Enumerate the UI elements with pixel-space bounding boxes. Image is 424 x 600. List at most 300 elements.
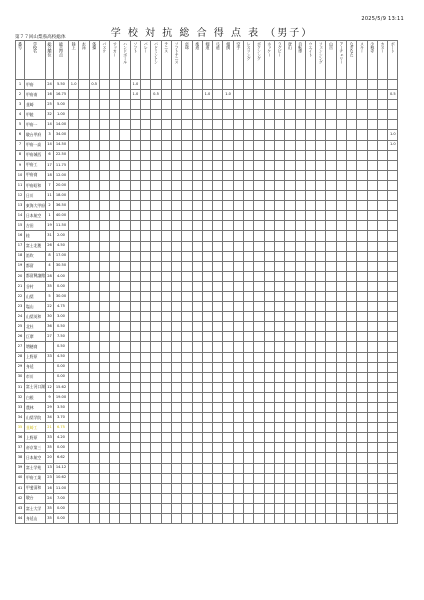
score-cell (223, 251, 233, 261)
score-cell (377, 100, 387, 110)
score-cell (171, 503, 181, 513)
score-cell (110, 322, 120, 332)
score-cell (110, 443, 120, 453)
table-row (16, 514, 398, 524)
row-number: 35 (16, 423, 25, 433)
score-cell (336, 332, 346, 342)
score-cell (79, 483, 89, 493)
score-cell (202, 180, 212, 190)
row-number: 29 (16, 362, 25, 372)
score-cell (192, 342, 202, 352)
score-cell (357, 211, 367, 221)
score-cell (202, 392, 212, 402)
score-cell (254, 443, 264, 453)
table-row (16, 392, 398, 402)
score-cell (305, 211, 315, 221)
score-cell (347, 100, 357, 110)
score-cell (141, 332, 151, 342)
score-cell (141, 211, 151, 221)
score-cell (254, 473, 264, 483)
score-cell (68, 201, 78, 211)
score-cell (336, 281, 346, 291)
score-cell (244, 80, 254, 90)
score-cell (295, 191, 305, 201)
score-cell (295, 100, 305, 110)
school-points: 5.00 (53, 100, 68, 110)
score-cell (244, 413, 254, 423)
score-cell (213, 332, 223, 342)
score-cell (388, 281, 398, 291)
score-cell (347, 453, 357, 463)
score-cell (120, 302, 130, 312)
score-cell (244, 110, 254, 120)
score-cell (68, 291, 78, 301)
header-sport: なぎなた (347, 41, 357, 80)
score-cell (192, 493, 202, 503)
score-cell (141, 281, 151, 291)
school-name: 甲府一高 (25, 140, 46, 150)
score-cell (171, 211, 181, 221)
score-cell (244, 170, 254, 180)
score-cell (79, 100, 89, 110)
header-sport: 体操 (89, 41, 99, 80)
score-cell (141, 140, 151, 150)
score-cell (161, 80, 171, 90)
score-cell (285, 392, 295, 402)
score-cell (213, 291, 223, 301)
score-cell (213, 372, 223, 382)
header-sport: 卓球 (182, 41, 192, 80)
score-cell (68, 302, 78, 312)
school-rank: 32 (45, 110, 53, 120)
score-cell (68, 403, 78, 413)
score-cell (89, 291, 99, 301)
score-cell (120, 90, 130, 100)
score-cell (264, 443, 274, 453)
score-cell (388, 453, 398, 463)
school-rank (45, 362, 53, 372)
table-row (16, 322, 398, 332)
score-cell (110, 312, 120, 322)
score-cell (182, 100, 192, 110)
score-cell (141, 241, 151, 251)
score-cell (213, 443, 223, 453)
score-cell (161, 170, 171, 180)
score-cell (274, 211, 284, 221)
score-cell (347, 120, 357, 130)
score-cell (223, 403, 233, 413)
score-cell (99, 251, 109, 261)
score-cell (295, 433, 305, 443)
school-points: 0.50 (53, 342, 68, 352)
score-cell (274, 433, 284, 443)
score-cell (151, 322, 161, 332)
score-cell (202, 382, 212, 392)
table-row (16, 80, 398, 90)
school-name: 市川 (25, 372, 46, 382)
score-cell (357, 90, 367, 100)
score-cell (89, 342, 99, 352)
score-cell (388, 312, 398, 322)
score-cell (264, 100, 274, 110)
score-cell (161, 332, 171, 342)
score-cell (130, 140, 140, 150)
score-cell (305, 251, 315, 261)
score-cell (326, 251, 336, 261)
score-cell (213, 322, 223, 332)
school-rank: 11 (45, 191, 53, 201)
header-sport: フェンシング (316, 41, 326, 80)
score-cell (99, 170, 109, 180)
table-row (16, 140, 398, 150)
score-cell (336, 372, 346, 382)
score-cell (202, 221, 212, 231)
score-cell (233, 140, 243, 150)
school-name: 富士学苑 (25, 463, 46, 473)
score-cell (336, 423, 346, 433)
score-cell (285, 352, 295, 362)
score-cell (192, 110, 202, 120)
score-cell (347, 382, 357, 392)
score-cell (357, 271, 367, 281)
score-cell (182, 110, 192, 120)
score-cell (336, 261, 346, 271)
score-cell (182, 403, 192, 413)
score-cell (192, 251, 202, 261)
score-cell (141, 261, 151, 271)
score-cell (110, 140, 120, 150)
score-cell (347, 170, 357, 180)
score-cell (347, 271, 357, 281)
score-cell (79, 312, 89, 322)
header-school: 学校名 (25, 41, 46, 80)
score-cell (213, 90, 223, 100)
score-cell (264, 291, 274, 301)
score-cell (130, 302, 140, 312)
score-cell (326, 130, 336, 140)
score-cell (254, 514, 264, 524)
score-cell (130, 433, 140, 443)
score-cell (68, 332, 78, 342)
row-number: 36 (16, 433, 25, 443)
score-cell (161, 231, 171, 241)
row-number: 42 (16, 493, 25, 503)
score-cell: 0.5 (151, 90, 161, 100)
score-cell (305, 423, 315, 433)
score-cell (68, 130, 78, 140)
score-cell (388, 291, 398, 301)
score-cell (326, 281, 336, 291)
score-cell (99, 342, 109, 352)
school-rank: 9 (45, 392, 53, 402)
score-cell (388, 493, 398, 503)
row-number: 44 (16, 514, 25, 524)
school-rank: 33 (45, 433, 53, 443)
school-points: 7.00 (53, 493, 68, 503)
score-cell (130, 180, 140, 190)
score-cell (182, 201, 192, 211)
score-cell (336, 443, 346, 453)
score-cell (295, 382, 305, 392)
score-cell (388, 423, 398, 433)
score-cell (357, 392, 367, 402)
score-cell (357, 493, 367, 503)
score-cell (182, 473, 192, 483)
score-cell (89, 453, 99, 463)
score-cell (99, 302, 109, 312)
score-cell (316, 180, 326, 190)
score-cell (377, 413, 387, 423)
score-cell (295, 423, 305, 433)
score-cell (377, 514, 387, 524)
score-cell (295, 483, 305, 493)
score-cell (357, 443, 367, 453)
score-cell (254, 180, 264, 190)
score-cell (110, 90, 120, 100)
school-name: 桂 (25, 231, 46, 241)
header-sport: ソフトテニス (171, 41, 181, 80)
school-points: 3.00 (53, 312, 68, 322)
score-cell (223, 241, 233, 251)
header-sport: ボート (388, 41, 398, 80)
table-row (16, 90, 398, 100)
score-cell (182, 241, 192, 251)
score-cell (326, 392, 336, 402)
score-cell (79, 170, 89, 180)
score-cell (130, 191, 140, 201)
table-row (16, 362, 398, 372)
score-cell (89, 433, 99, 443)
table-row (16, 170, 398, 180)
header-sport: スキー (357, 41, 367, 80)
score-cell (202, 100, 212, 110)
score-cell (233, 302, 243, 312)
score-cell (274, 503, 284, 513)
score-cell (182, 211, 192, 221)
score-cell (254, 130, 264, 140)
score-cell (89, 332, 99, 342)
score-cell (99, 80, 109, 90)
score-cell (305, 160, 315, 170)
score-cell (295, 362, 305, 372)
score-cell (151, 503, 161, 513)
score-cell (151, 473, 161, 483)
score-cell (202, 130, 212, 140)
score-cell (274, 322, 284, 332)
score-cell (151, 352, 161, 362)
score-cell (367, 473, 377, 483)
score-cell (295, 302, 305, 312)
score-cell (89, 463, 99, 473)
score-cell (388, 392, 398, 402)
school-points: 0.00 (53, 514, 68, 524)
score-cell (68, 382, 78, 392)
score-cell (141, 100, 151, 110)
score-cell (161, 463, 171, 473)
score-cell (213, 110, 223, 120)
score-cell (367, 251, 377, 261)
score-cell (233, 231, 243, 241)
score-cell (120, 473, 130, 483)
score-cell (367, 191, 377, 201)
score-cell (110, 352, 120, 362)
score-cell (130, 160, 140, 170)
score-cell (264, 382, 274, 392)
score-cell (120, 423, 130, 433)
score-cell (192, 170, 202, 180)
score-cell (388, 241, 398, 251)
score-cell (213, 433, 223, 443)
score-cell (182, 514, 192, 524)
score-cell (285, 271, 295, 281)
score-cell (326, 503, 336, 513)
score-cell (192, 241, 202, 251)
score-cell (388, 191, 398, 201)
score-cell (89, 473, 99, 483)
score-cell (367, 150, 377, 160)
score-cell (110, 100, 120, 110)
score-cell (192, 382, 202, 392)
score-cell (274, 413, 284, 423)
score-cell (110, 241, 120, 251)
score-cell (254, 332, 264, 342)
score-cell (367, 413, 377, 423)
score-cell (99, 433, 109, 443)
score-cell (171, 423, 181, 433)
header-sport: バドミントン (151, 41, 161, 80)
score-cell (202, 332, 212, 342)
score-cell (357, 302, 367, 312)
header-sport: 自転車 (295, 41, 305, 80)
score-cell (68, 251, 78, 261)
score-cell (316, 100, 326, 110)
score-cell (244, 241, 254, 251)
score-cell (388, 80, 398, 90)
score-cell (202, 150, 212, 160)
score-cell (367, 332, 377, 342)
score-cell (285, 191, 295, 201)
score-cell (274, 443, 284, 453)
score-cell (295, 80, 305, 90)
score-cell (182, 281, 192, 291)
score-cell (223, 201, 233, 211)
school-rank: 31 (45, 231, 53, 241)
score-cell (171, 352, 181, 362)
score-cell (336, 231, 346, 241)
score-cell (79, 271, 89, 281)
score-cell (357, 413, 367, 423)
score-cell (264, 362, 274, 372)
score-cell (99, 160, 109, 170)
score-cell (202, 413, 212, 423)
score-cell (151, 281, 161, 291)
score-cell (377, 312, 387, 322)
score-cell (202, 261, 212, 271)
score-cell (274, 231, 284, 241)
score-cell (141, 302, 151, 312)
score-cell (182, 251, 192, 261)
score-cell (110, 413, 120, 423)
score-cell (79, 493, 89, 503)
score-cell (161, 382, 171, 392)
score-cell (336, 312, 346, 322)
score-cell (233, 170, 243, 180)
score-cell (213, 191, 223, 201)
score-cell (233, 463, 243, 473)
score-cell (182, 120, 192, 130)
score-cell (244, 382, 254, 392)
score-cell (254, 140, 264, 150)
score-cell (79, 423, 89, 433)
score-cell (161, 281, 171, 291)
score-cell (305, 443, 315, 453)
score-cell (110, 221, 120, 231)
score-cell (305, 191, 315, 201)
score-cell (233, 352, 243, 362)
score-cell (347, 403, 357, 413)
score-cell (89, 120, 99, 130)
score-cell (151, 332, 161, 342)
score-cell (244, 90, 254, 100)
score-cell (254, 372, 264, 382)
score-cell (141, 90, 151, 100)
score-cell (367, 120, 377, 130)
table-row (16, 261, 398, 271)
table-row (16, 281, 398, 291)
score-cell (161, 443, 171, 453)
school-name: 身延 (25, 362, 46, 372)
score-cell (326, 271, 336, 281)
score-cell (285, 261, 295, 271)
score-cell (285, 180, 295, 190)
header-sport: 空手 (233, 41, 243, 80)
score-cell (79, 473, 89, 483)
school-rank: 13 (45, 463, 53, 473)
score-cell (89, 413, 99, 423)
score-cell (233, 362, 243, 372)
score-cell (244, 433, 254, 443)
score-cell (68, 241, 78, 251)
score-cell (264, 191, 274, 201)
score-cell (357, 120, 367, 130)
score-cell (161, 413, 171, 423)
score-cell (79, 150, 89, 160)
score-cell (151, 130, 161, 140)
score-cell (254, 403, 264, 413)
score-cell (89, 403, 99, 413)
score-cell (99, 352, 109, 362)
score-cell (79, 382, 89, 392)
score-cell (305, 130, 315, 140)
score-cell (347, 90, 357, 100)
score-cell (357, 150, 367, 160)
score-cell (244, 251, 254, 261)
row-number: 9 (16, 160, 25, 170)
score-cell (357, 362, 367, 372)
school-points: 30.00 (53, 291, 68, 301)
score-cell (223, 443, 233, 453)
score-cell (130, 201, 140, 211)
table-row (16, 332, 398, 342)
score-cell (326, 443, 336, 453)
score-cell (192, 211, 202, 221)
table-row (16, 382, 398, 392)
school-rank: 8 (45, 251, 53, 261)
score-cell (305, 241, 315, 251)
score-cell (295, 413, 305, 423)
score-cell (377, 352, 387, 362)
school-name: 甲府南 (25, 90, 46, 100)
